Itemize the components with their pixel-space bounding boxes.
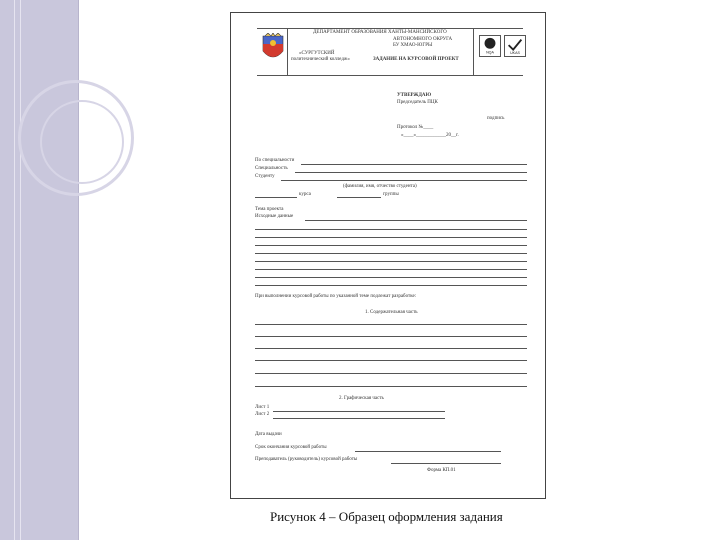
fill-line	[255, 237, 527, 238]
college-line-1: «СУРГУТСКИЙ	[299, 51, 335, 56]
fill-line	[295, 172, 527, 173]
fill-line	[255, 277, 527, 278]
document-page	[230, 12, 546, 499]
fill-line	[255, 373, 527, 374]
fill-line	[255, 336, 527, 337]
course-label: курса	[299, 192, 311, 197]
fill-line	[255, 197, 297, 198]
nqa-logo	[479, 35, 501, 57]
signature-hint: подпись	[487, 116, 505, 121]
sheet-1-label: Лист 1	[255, 405, 270, 410]
sidebar-stripe	[20, 0, 21, 540]
fill-line	[255, 386, 527, 387]
decorative-circle	[40, 100, 124, 184]
fill-line	[255, 229, 527, 230]
city-emblem-icon	[261, 33, 285, 63]
header-divider	[287, 28, 288, 75]
svg-text:NQA: NQA	[486, 50, 494, 55]
fill-line	[255, 360, 527, 361]
chair-label: Председатель ПЦК	[397, 100, 438, 105]
fill-line	[255, 245, 527, 246]
issue-date-label: Дата выдачи	[255, 432, 282, 437]
figure-caption: Рисунок 4 – Образец оформления задания	[270, 509, 503, 524]
fill-line	[337, 197, 381, 198]
protocol-line: Протокол №____	[397, 125, 434, 130]
initial-data-label: Исходные данные	[255, 214, 294, 219]
fill-line	[273, 418, 445, 419]
college-line-2: политехнический колледж»	[291, 57, 350, 62]
supervisor-label: Преподаватель (руководитель) курсовой работы	[255, 457, 358, 462]
header-bottom-rule	[257, 75, 523, 76]
certification-logo-icon	[480, 36, 500, 56]
fill-line	[305, 220, 527, 221]
sidebar-stripe	[14, 0, 15, 540]
student-label: Студенту	[255, 174, 275, 179]
tasks-intro: При выполнении курсовой работы по указанной теме подлежат разработке:	[255, 294, 417, 299]
fill-line	[391, 463, 501, 464]
svg-text:UKAS: UKAS	[510, 51, 520, 56]
fill-line	[355, 451, 501, 452]
section-2-title: 2. Графическая часть	[339, 396, 384, 401]
fill-line	[255, 348, 527, 349]
fill-line	[255, 285, 527, 286]
fill-line	[273, 411, 445, 412]
approval-date: «____»____________20__г.	[401, 133, 459, 138]
topic-label: Тема проекта	[255, 207, 284, 212]
sheet-2-label: Лист 2	[255, 412, 270, 417]
ministry-line-1: ДЕПАРТАМЕНТ ОБРАЗОВАНИЯ ХАНТЫ-МАНСИЙСКОГО	[313, 30, 447, 35]
group-label: группы	[383, 192, 399, 197]
approved-label: УТВЕРЖДАЮ	[397, 93, 432, 98]
fill-line	[255, 261, 527, 262]
specialty-label: Специальность	[255, 166, 288, 171]
name-hint: (фамилия, имя, отчество студента)	[343, 184, 417, 189]
deadline-label: Срок окончания курсовой работы	[255, 445, 327, 450]
section-1-title: 1. Содержательная часть	[365, 310, 418, 315]
ministry-line-3: БУ ХМАО-ЮГРЫ	[393, 43, 433, 48]
fill-line	[301, 164, 527, 165]
crown-tick-icon	[505, 36, 525, 56]
form-code: Форма КП.01	[427, 468, 456, 473]
header-divider	[473, 28, 474, 75]
fill-line	[255, 324, 527, 325]
form-title: ЗАДАНИЕ НА КУРСОВОЙ ПРОЕКТ	[373, 57, 459, 62]
subdivision-label: По специальности	[255, 158, 295, 163]
ukas-logo	[504, 35, 526, 57]
ministry-line-2: АВТОНОМНОГО ОКРУГА	[393, 37, 453, 42]
header-top-rule	[257, 28, 523, 29]
fill-line	[255, 253, 527, 254]
fill-line	[255, 269, 527, 270]
fill-line	[281, 180, 527, 181]
